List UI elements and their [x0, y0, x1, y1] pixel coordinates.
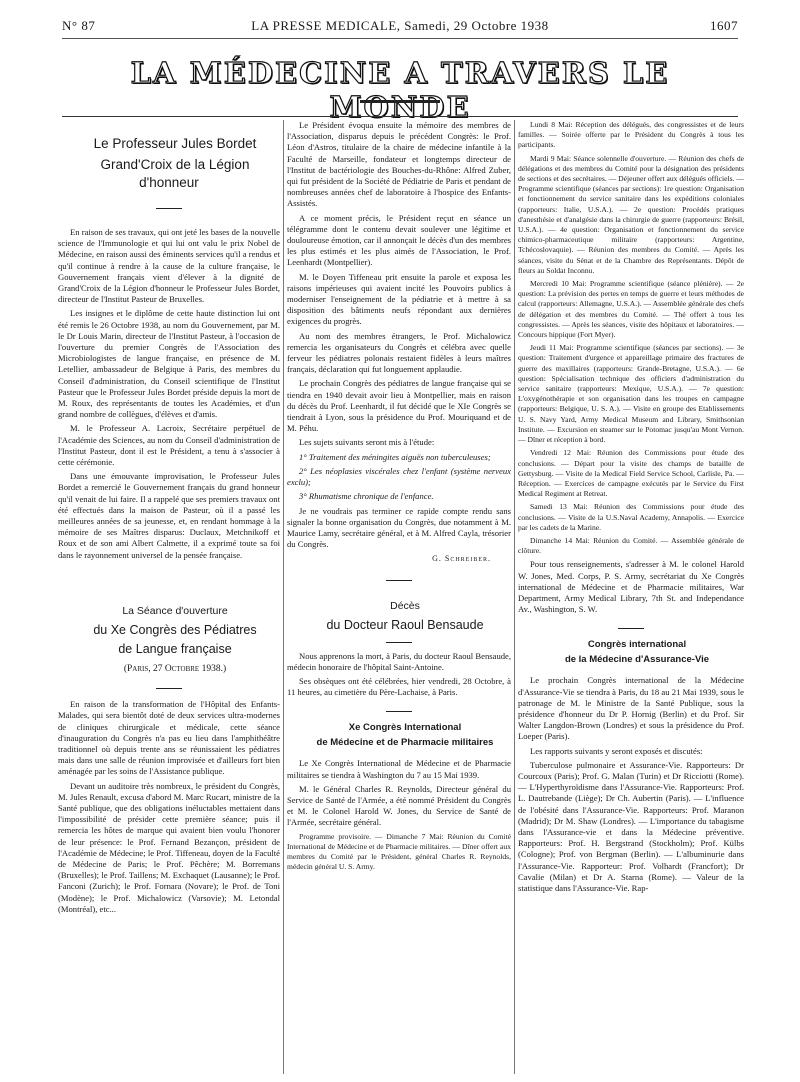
- journal-date: LA PRESSE MEDICALE, Samedi, 29 Octobre 1938: [251, 18, 549, 33]
- section-title-assurance-2: de la Médecine d'Assurance-Vie: [564, 654, 710, 666]
- paragraph: Au nom des membres étrangers, le Prof. Michalowicz remercia les organisateurs du Congrès et célébra avec quelle ferveur les pédiatres polonais restaient fidèles à leurs maîtres français, déclaration qui fut longuement applaudie.: [287, 330, 511, 375]
- running-header: [62, 18, 738, 38]
- section-title-deces-1: Décès: [390, 599, 420, 612]
- program-day: Dimanche 14 Mai: Réunion du Comité. — Assemblée générale de clôture.: [518, 535, 744, 556]
- article-title-bordet-1: Le Professeur Jules Bordet: [93, 136, 257, 151]
- page-number: 1607: [710, 18, 738, 33]
- masthead-bar: [360, 100, 440, 103]
- article-title-bordet-2: Grand'Croix de la Légion d'honneur: [100, 157, 250, 190]
- paragraph: Devant un auditoire très nombreux, le président du Congrès, M. Jules Renault, excusa d'abord M. Marc Rucart, ministre de la Santé publique, que des obligations inéluctables mettaient dans l'impossibilité de présider cette première séance; puis il remercia les hôtes de marque qui avaient bien voulu l'honorer de leur présence: le Prof. Fernand Bezançon, président de l'Académie de Médecine; le Prof. Tiffeneau, doyen de la Faculté de Médecine de Paris; le Prof. Pêchère; M. Borremans (Bruxelles); le Prof. Taillens; M. Exchaquet (Lausanne); le Prof. Fanconi (Zurich); le Prof. Fornara (Novare); le Prof. de Toni (Modène); le Prof. Michalowicz (Varsovie); M. Letondal (Montréal), etc...: [58, 780, 280, 914]
- paragraph: A ce moment précis, le Président reçut en séance un télégramme dont le contenu devait soulever une légitime et douloureuse émotion, car il annonçait le décès d'un des membres les plus estimés et les plus aimés de l'Association, le Prof. Leenhardt (Montpellier).: [287, 212, 511, 268]
- program-day: Lundi 8 Mai: Réception des délégués, des congressistes et de leurs familles. — Soirée offerte par le Président du Congrès à tous les participants.: [518, 120, 744, 150]
- program-day: Mercredi 10 Mai: Programme scientifique (séance plénière). — 2e question: La prévision des pertes en temps de guerre et leurs méthodes de calcul (rapporteurs: Allemagne, U.S.A.). — Assemblée générale des chefs de délégation et des membres du Comité. — Thé offert à tous les congressistes. — Après les séances, visite des hôpitaux et laboratoires. — Concours hippique (Fort Myer).: [518, 279, 744, 340]
- section-title-seance-3: de Langue française: [118, 641, 232, 656]
- paragraph: Dans une émouvante improvisation, le Professeur Jules Bordet a remercié le Gouvernement français du grand honneur qu'il venait de lui faire. Il a rappelé que ses premiers travaux ont été effectués dans la maison de Pasteur, où il a passé les meilleures années de sa jeunesse, et, en rendant hommage à la mémoire de ses Maîtres disparus: Duclaux, Metchnikoff et Roux et de son ami Albert Calmette, il a exprimé toute sa foi dans le rayonnement universel de la pensée française.: [58, 471, 280, 560]
- paragraph: En raison de la transformation de l'Hôpital des Enfants-Malades, qui sera bientôt doté de deux services ultra-modernes de cliniques chirurgicale et médicale, cette séance d'inauguration du Congrès n'a pas eu lieu dans l'amphithéâtre traditionnel où depuis trente ans se réunissaient les pédiatres mais dans une salle de réunion improvisée et d'ailleurs fort bien aménagée par les soins de l'Assistance publique.: [58, 699, 280, 777]
- paragraph: Le prochain Congrès international de la Médecine d'Assurance-Vie se tiendra à Paris, du 18 au 21 Mai 1939, sous le patronage de M. le Ministre de la Santé Publique, sous la présidence d'honneur du Dr P. Hornig (Berlin) et du Prof. Sir Walter Langdon-Brown (Londres) et sous la présidence du Prof. Loeper (Paris).: [518, 675, 744, 742]
- paragraph: Le Xe Congrès International de Médecine et de Pharmacie militaires se tiendra à Washington du 7 au 15 Mai 1939.: [287, 758, 511, 780]
- program-day: Vendredi 12 Mai: Réunion des Commissions pour étude des conclusions. — Départ pour la visite des champs de bataille de Gettysburg. — Visite de la Medical Field Service School, Carlisle, Pa. — Réception. — Exercices de campagne exécutés par le Service du First Medical Regiment at Retreat.: [518, 448, 744, 499]
- section-title-seance-2: du Xe Congrès des Pédiatres: [93, 622, 257, 637]
- topic-item: 1° Traitement des méningites aiguës non tuberculeuses;: [299, 451, 491, 462]
- issue-number: N° 87: [62, 18, 96, 33]
- header-rule: [62, 38, 738, 39]
- paragraph: Tuberculose pulmonaire et Assurance-Vie. Rapporteurs: Dr Courcoux (Paris); Prof. G. Malan (Turin) et Dr Ricciotti (Rome). — L'Hyperthyroïdisme dans l'Assurance-Vie. Rapporteurs: Prof. L. Dautrebande (Liège); Dr Ch. Aubertin (Paris). — L'influence de l'obésité dans l'Assurance-Vie. Rapporteurs: Prof. Maranon (Madrid); Dr M. Shaw (Londres). — L'importance du tabagisme dans l'Assurance-vie et dans la Médecine préventive. Rapporteurs: Prof. H. Bergstrand (Stockholm); Prof. Külbs (Cologne); Prof. von Bergman (Berlin). — L'albuminurie dans l'Assurance-Vie. Rapporteur: Prof. Volhardt (Francfort); Dr Cavalie (Milan) et Dr A. Starna (Rome). — Valeur de la statistique dans l'Assurance-Vie. Rap-: [518, 759, 744, 893]
- paragraph: Le Président évoqua ensuite la mémoire des membres de l'Association, disparus depuis le précédent Congrès: le Prof. Léon d'Astros, titulaire de la chaire de médecine infantile à la Faculté de Marseille, fondateur et longtemps directeur de l'Institut de bactériologie des Bouches-du-Rhône: Alfred Zuber, qui fut président de la Société de Pédiatrie de Paris et pendant de nombreuses années chef de laboratoire à l'hospice des Enfants-Assistés.: [287, 120, 511, 209]
- column-2: [287, 120, 511, 875]
- signature: G. Schreiber.: [432, 554, 491, 564]
- masthead-rule: [62, 116, 738, 117]
- section-title-congres-1: Xe Congrès International: [348, 722, 462, 734]
- paragraph: Les rapports suivants y seront exposés et discutés:: [530, 745, 703, 756]
- paragraph: Nous apprenons la mort, à Paris, du docteur Raoul Bensaude, médecin honoraire de l'hôpital Saint-Antoine.: [287, 650, 511, 672]
- program-day: Mardi 9 Mai: Séance solennelle d'ouverture. — Réunion des chefs de délégations et des membres du Comité pour la désignation des présidents de sections et des secrétaires. — Déjeuner offert aux délégués officiels. — Programme scientifique (séances par sections): 1re question: Organisation et fonctionnement du service sanitaire dans les expéditions coloniales (rapporteurs: Italie, U.S.A.). — 2e question: Procédés pratiques d'anesthésie et d'analgésie dans la chirurgie de guerre (rapporteurs: Brésil, U.S.A.). — 4e question: Organisation et fonctionnement du service chimico-pharmaceutique militaire (rapporteurs: Argentine, Tchécoslovaquie). — Réunion des membres du Comité. — Après les séances, visite du Sénat et de la Chambre des Représentants. Dépôt de fleurs au Soldat Inconnu.: [518, 153, 744, 275]
- paragraph: Programme provisoire. — Dimanche 7 Mai: Réunion du Comité International de Médecine et de Pharmacie militaires. — Dîner offert aux membres du Comité par le Président, général Charles R. Reynolds, médecin général U. S. Army.: [287, 831, 511, 872]
- paragraph: M. le Général Charles R. Reynolds, Directeur général du Service de Santé de l'Armée, a été nommé Président du Congrès et M. le Colonel Harold W. Jones, du Service de Santé de l'Armée, secrétaire général.: [287, 783, 511, 828]
- paragraph: Le prochain Congrès des pédiatres de langue française qui se tiendra en 1940 devait avoir lieu à Montpellier, mais en raison du décès du Prof. Leenhardt, il fut décidé que le XIe Congrès se tiendrait à Lyon, sous la présidence du Prof. Mouriquand et de M. Péhu.: [287, 378, 511, 434]
- column-divider-2: [514, 120, 515, 1074]
- program-day: Samedi 13 Mai: Réunion des Commissions pour étude des conclusions. — Visite de la U.S.Naval Academy, Annapolis. — Exercice par les cadets de la Marine.: [518, 502, 744, 532]
- paragraph: Les insignes et le diplôme de cette haute distinction lui ont été remis le 26 Octobre 1938, au nom du Gouvernement, par M. le Dr Louis Marin, directeur de l'Institut Pasteur, à l'occasion de l'ouverture du premier Congrès de l'Association des Microbiologistes de langue française, en présence de M. Letellier, ambassadeur de Belgique à Paris, des membres du Conseil d'administration, du Conseil scientifique de l'Institut Pasteur que le Professeur Jules Bordet préside depuis la mort de M. Roux, des représentants de toutes les Académies, et d'un grand nombre de collègues, d'élèves et d'amis.: [58, 308, 280, 420]
- paragraph: En raison de ses travaux, qui ont jeté les bases de la nouvelle science de l'Immunologie et qui lui ont valu le prix Nobel de Médecine, en raison aussi des éminents services qu'il a rendus et qu'il continue à rendre à la cause de la culture française, le Gouvernement français vient d'élever à la dignité de Grand'Croix de la Légion d'honneur le Professeur Jules Bordet, directeur de l'Institut Pasteur de Bruxelles.: [58, 227, 280, 305]
- topic-item: 2° Les néoplasies viscérales chez l'enfant (système nerveux exclu);: [287, 465, 511, 488]
- column-divider-1: [283, 120, 284, 1074]
- section-date: (Paris, 27 Octobre 1938.): [123, 663, 227, 674]
- program-day: Jeudi 11 Mai: Programme scientifique (séances par sections). — 3e question: Traitement d'urgence et appareillage primaire des fractures de guerre des maxillaires (rapporteurs: Grande-Bretagne, U.S.A.). — 6e question: Spécialisation technique des officiers d'administration du service sanitaire (rapporteurs: Mexique, U.S.A.). — 7e question: L'oxygénothérapie et son organisation dans les troupes en campagne (rapporteurs: Belgique, U. S. A.). — Visite en groupe des Etablissements U. S. Navy Yard, Army Medical Museum and Library, Smithsonian Institute. — Excursion en steamer sur le Potomac jusqu'au Mont Vernon. — Dîner et réception à bord.: [518, 343, 744, 445]
- topic-item: 3° Rhumatisme chronique de l'enfance.: [299, 491, 434, 502]
- column-1: [58, 120, 280, 918]
- paragraph: M. le Doyen Tiffeneau prit ensuite la parole et exposa les raisons impérieuses qui avaient incité les Pouvoirs publics à moderniser l'enseignement de la pédiatrie et à mettre à sa disposition des bâtiments neufs répondant aux dernières exigences du progrès.: [287, 271, 511, 327]
- column-3: [518, 120, 744, 897]
- section-title-seance-1: La Séance d'ouverture: [122, 604, 228, 617]
- paragraph: Je ne voudrais pas terminer ce rapide compte rendu sans signaler la bonne organisation du Congrès, due notamment à M. Maurice Lamy, secrétaire général, et à M. Alfred Cayla, trésorier du Congrès.: [287, 505, 511, 550]
- paragraph: Pour tous renseignements, s'adresser à M. le colonel Harold W. Jones, Med. Corps, P. S. Army, secrétariat du Xe Congrès international de Médecine et de Pharmacie militaires, War Department, Army Medical Library, 7th St. and Independance Av., Washington, S. W.: [518, 559, 744, 615]
- section-title-congres-2: de Médecine et de Pharmacie militaires: [316, 737, 494, 749]
- section-title-assurance-1: Congrès international: [587, 639, 687, 651]
- paragraph: Ses obsèques ont été célébrées, hier vendredi, 28 Octobre, à 11 heures, au cimetière du Père-Lachaise, à Paris.: [287, 675, 511, 698]
- paragraph: M. le Professeur A. Lacroix, Secrétaire perpétuel de l'Académie des Sciences, au nom du Conseil d'administration de l'Institut Pasteur, dont il est le Président, a tenu à s'associer à cette cérémonie.: [58, 423, 280, 468]
- section-title-deces-2: du Docteur Raoul Bensaude: [326, 617, 484, 632]
- paragraph: Les sujets suivants seront mis à l'étude:: [299, 437, 435, 448]
- masthead-title: LA MÉDECINE A TRAVERS LE MONDE: [130, 56, 670, 124]
